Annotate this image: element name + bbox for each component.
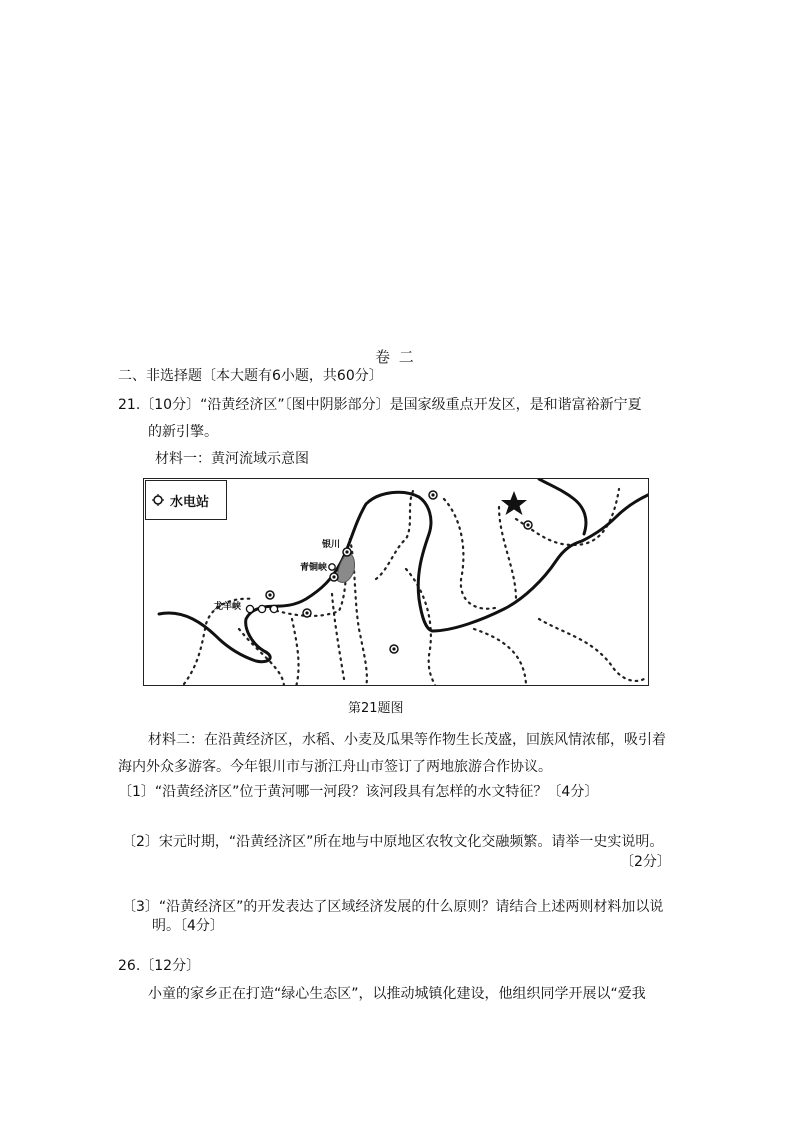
map-legend <box>145 480 227 520</box>
material2-line2: 海内外众多游客。今年银川市与浙江舟山市签订了两地旅游合作协议。 <box>118 759 552 775</box>
part-heading: 二、非选择题〔本大题有6小题，共60分〕 <box>118 368 383 384</box>
q21-sub3-line1: 〔3〕“沿黄经济区”的开发表达了区域经济发展的什么原则？请结合上述两则材料加以说 <box>122 899 664 915</box>
label-longyangxia: 龙羊峡 <box>214 602 242 612</box>
q21-stem-line2: 的新引擎。 <box>148 424 218 440</box>
q21-stem-line1: 21.〔10分〕“沿黄经济区”〔图中阴影部分〕是国家级重点开发区，是和谐富裕新宁夏 <box>118 397 642 413</box>
q21-sub2: 〔2〕宋元时期，“沿黄经济区”所在地与中原地区农牧文化交融频繁。请举一史实说明。 <box>122 834 664 850</box>
q21-sub3-line2: 明。〔4分〕 <box>152 918 224 934</box>
q26-heading: 26.〔12分〕 <box>118 958 201 974</box>
material1-label: 材料一：黄河流域示意图 <box>155 451 309 467</box>
q21-sub2-score: 〔2分〕 <box>620 854 671 870</box>
label-yinchuan: 银川 <box>322 540 341 550</box>
q21-sub1: 〔1〕“沿黄经济区”位于黄河哪一河段？该河段具有怎样的水文特征？〔4分〕 <box>118 784 599 800</box>
section-title: 卷 二 <box>375 348 416 366</box>
legend-label: 水电站 <box>170 494 210 510</box>
q26-line1: 小童的家乡正在打造“绿心生态区”，以推动城镇化建设，他组织同学开展以“爱我 <box>148 986 646 1002</box>
yellow-river-basin-map <box>143 478 649 686</box>
material2-line1: 材料二：在沿黄经济区，水稻、小麦及瓜果等作物生长茂盛，回族风情浓郁，吸引着 <box>148 732 666 748</box>
capital-star-icon <box>501 491 527 515</box>
label-qingtongxia: 青铜峡 <box>300 563 328 573</box>
hydropower-station-icon <box>152 494 164 506</box>
map-caption: 第21题图 <box>348 701 404 716</box>
